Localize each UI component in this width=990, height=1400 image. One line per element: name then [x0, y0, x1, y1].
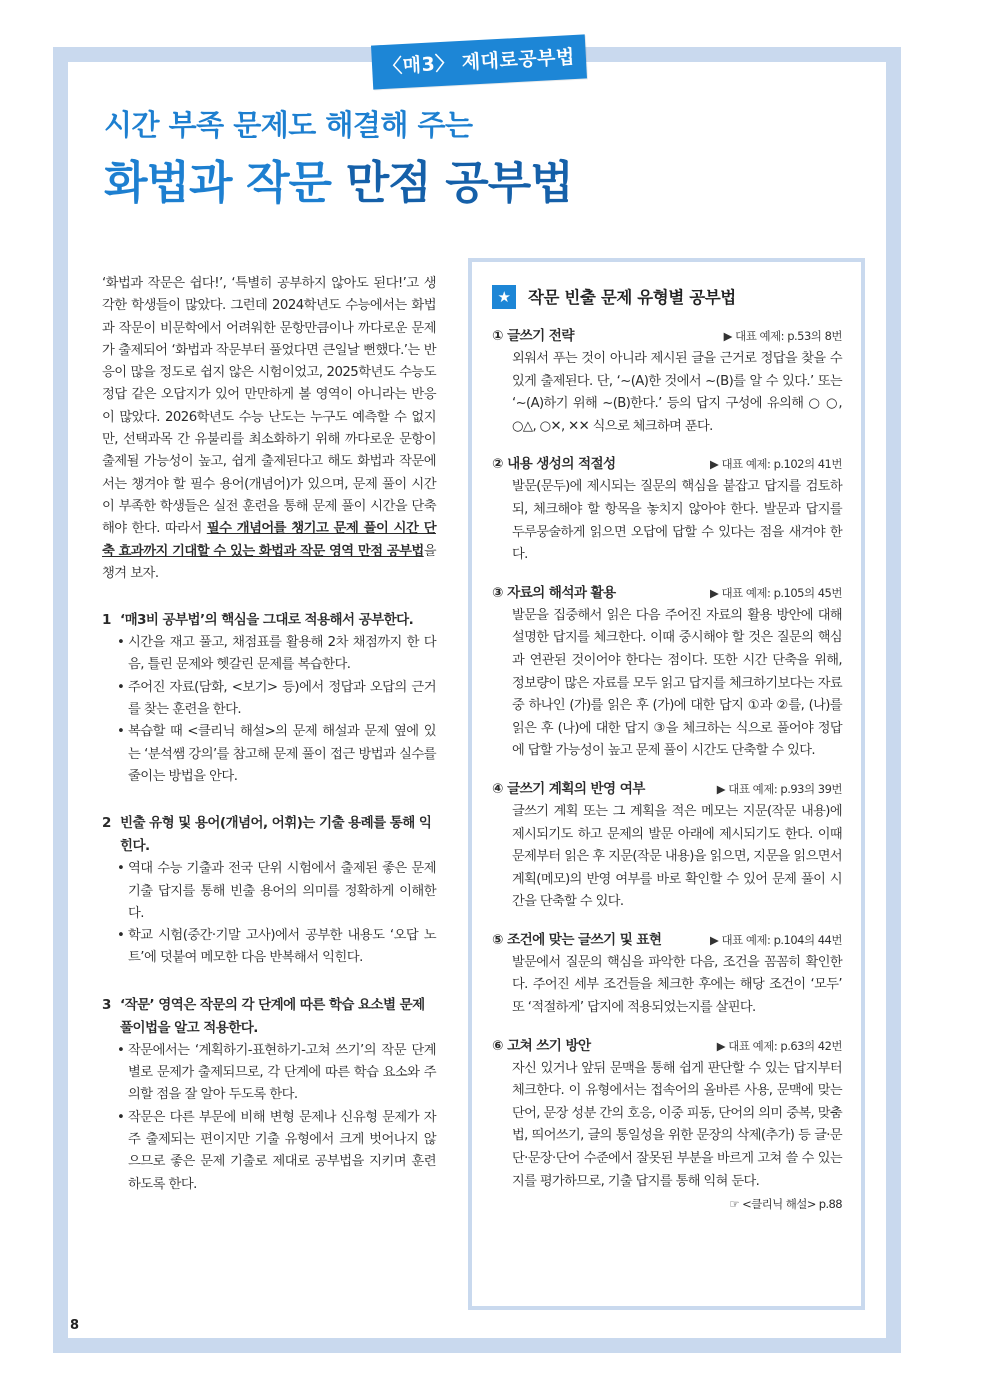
- tip-header: [492, 324, 842, 348]
- tip-example: ▶ 대표 예제: p.102의 41번: [709, 457, 842, 472]
- list-item: • 시간을 재고 풀고, 채점표를 활용해 2차 채점까지 한 다음, 틀린 문제와 헷갈린 문제를 복습한다.: [102, 632, 436, 677]
- tips-box-title: 작문 빈출 문제 유형별 공부법: [528, 288, 736, 307]
- tip-body: 발문을 집중해서 읽은 다음 주어진 자료의 활용 방안에 대해 설명한 답지를 체크한다. 이때 중시해야 할 것은 질문의 핵심과 연관된 것이어야 한다는 점이다. 또한 시간 단축을 위해, 정보량이 많은 자료를 모두 읽고 답지를 체크하기보다는 자료 중 하나인 (가)를 읽은 후 (가)에 대한 답지 ①과 ②를, (나)를 읽은 후 (나)에 대한 답지 ③을 체크하는 식으로 풀어야 정답에 답할 가능성이 높고 문제 풀이 시간도 단축할 수 있다.: [512, 607, 842, 759]
- left-column: [102, 273, 436, 1196]
- tip-header: [492, 581, 842, 605]
- title-line-1: 시간 부족 문제도 해결해 주는: [104, 108, 473, 142]
- tip-item: [492, 581, 842, 763]
- section-number: 1: [102, 612, 111, 629]
- tip-header: [492, 928, 842, 952]
- tip-number: ⑤: [492, 931, 503, 948]
- tip-number: ②: [492, 456, 503, 473]
- page-number: 8: [70, 1318, 80, 1333]
- tip-body: 글쓰기 계획 또는 그 계획을 적은 메모는 지문(작문 내용)에 제시되기도 하고 문제의 발문 아래에 제시되기도 한다. 이때 문제부터 읽은 후 지문(작문 내용)을 읽으면, 지문을 읽으면서 계획(메모)의 반영 여부를 바로 확인할 수 있어 문제 풀이 시간을 단축할 수 있다.: [512, 803, 842, 910]
- tip-example: ▶ 대표 예제: p.53의 8번: [723, 329, 842, 343]
- tip-header: [492, 452, 842, 476]
- tip-body: 외워서 푸는 것이 아니라 제시된 글을 근거로 정답을 찾을 수 있게 출제된다. 단, ‘~(A)한 것에서 ~(B)를 알 수 있다.’ 또는 ‘~(A)하기 위해 ~(B)한다.’ 등의 답지 구성에 유의해 ○ ○, ○△, ○✕, ✕✕ 식으로 체크하며 푼다.: [512, 351, 842, 434]
- section-3: [102, 994, 436, 1196]
- title-line-2: [104, 146, 573, 211]
- tip-number: ④: [492, 780, 503, 797]
- tip-title: [492, 1034, 591, 1058]
- section-heading: [102, 994, 436, 1040]
- tip-title: [492, 324, 574, 348]
- tip-title-text: 글쓰기 계획의 반영 여부: [507, 780, 645, 797]
- tips-box: [468, 258, 865, 1310]
- section-heading-text: ‘작문’ 영역은 작문의 각 단계에 따른 학습 요소별 문제 풀이법을 알고 적용한다.: [120, 996, 425, 1036]
- tip-example: ▶ 대표 예제: p.105의 45번: [709, 585, 842, 600]
- tips-box-heading: [492, 284, 736, 311]
- list-item: • 복습할 때 <클리닉 해설>의 문제 해설과 문제 옆에 있는 ‘분석쌤 강의’를 참고해 문제 풀이 접근 방법과 실수를 줄이는 방법을 안다.: [102, 721, 436, 788]
- tip-title-text: 자료의 해석과 활용: [507, 584, 616, 601]
- section-1: [102, 609, 436, 788]
- tip-title-text: 조건에 맞는 글쓰기 및 표현: [507, 931, 662, 948]
- star-icon: ★: [492, 285, 516, 309]
- clinic-reference: ☞ <클리닉 해설> p.88: [729, 1197, 842, 1212]
- intro-paragraph: [102, 273, 436, 585]
- list-item: • 작문은 다른 부문에 비해 변형 문제나 신유형 문제가 자주 출제되는 편이지만 기출 유형에서 크게 벗어나지 않으므로 좋은 문제 기출로 제대로 공부법을 지키며 훈련하도록 한다.: [102, 1107, 436, 1196]
- tip-number: ⑥: [492, 1037, 503, 1054]
- tip-header: [492, 1034, 842, 1058]
- list-item: • 주어진 자료(담화, <보기> 등)에서 정답과 오답의 근거를 찾는 훈련을 한다.: [102, 677, 436, 722]
- tip-body-text: 자신 있거나 앞뒤 문맥을 통해 쉽게 판단할 수 있는 답지부터 체크한다. 이 유형에서는 접속어의 올바른 사용, 문맥에 맞는 단어, 문장 성분 간의 호응, 이중 피동, 단어의 의미 중복, 맞춤법, 띄어쓰기, 글의 통일성을 위한 문장의 삭제(추가) 등 글·문단·문장·단어 수준에서 잘못된 부분을 바르게 고쳐 쓸 수 있는지를 평가하므로, 기출 답지를 통해 익혀 둔다.: [512, 1060, 842, 1189]
- tip-example: ▶ 대표 예제: p.63의 42번: [716, 1038, 842, 1053]
- tip-number: ③: [492, 584, 503, 601]
- tip-title: [492, 452, 616, 476]
- intro-end: 을 챙겨 보자.: [102, 543, 436, 581]
- tip-title: [492, 777, 645, 801]
- tip-title-text: 글쓰기 전략: [507, 328, 574, 344]
- title-line-2-a: 화법과 작문: [104, 156, 346, 209]
- tip-item: [492, 777, 842, 914]
- section-number: 2: [102, 815, 111, 832]
- tip-item: [492, 928, 842, 1020]
- list-item: • 학교 시험(중간·기말 고사)에서 공부한 내용도 ‘오답 노트’에 덧붙여 메모한 다음 반복해서 익힌다.: [102, 925, 436, 970]
- tip-item: [492, 452, 842, 566]
- section-heading: [102, 609, 436, 632]
- section-heading-text: 빈출 유형 및 용어(개념어, 어휘)는 기출 용례를 통해 익힌다.: [120, 815, 432, 855]
- tip-example: ▶ 대표 예제: p.93의 39번: [716, 781, 842, 796]
- tip-title-text: 고쳐 쓰기 방안: [507, 1037, 591, 1054]
- section-2: [102, 812, 436, 969]
- tips-list: [492, 324, 842, 1216]
- tip-title-text: 내용 생성의 적절성: [507, 456, 616, 473]
- series-tag: 〈매3〉 제대로공부법: [371, 34, 587, 89]
- tip-body: 발문에서 질문의 핵심을 파악한 다음, 조건을 꼼꼼히 확인한다. 주어진 세부 조건들을 체크한 후에는 해당 조건이 ‘모두’ 또 ‘적절하게’ 답지에 적용되었는지를 살핀다.: [512, 954, 842, 1016]
- tip-item: [492, 324, 842, 438]
- tip-body: [492, 1058, 842, 1212]
- section-heading-text: ‘매3비 공부법’의 핵심을 그대로 적용해서 공부한다.: [120, 612, 414, 629]
- intro-underline: 필수 개념어를 챙기고 문제 풀이 시간 단축 효과까지 기대할 수 있는 화법과 작문 영역 만점 공부법: [102, 521, 436, 559]
- tip-example: ▶ 대표 예제: p.104의 44번: [709, 932, 842, 947]
- section-heading: [102, 812, 436, 858]
- list-item: • 작문에서는 ‘계획하기-표현하기-고쳐 쓰기’의 작문 단계별로 문제가 출제되므로, 각 단계에 따른 학습 요소와 주의할 점을 잘 알아 두도록 한다.: [102, 1040, 436, 1107]
- tip-title: [492, 928, 661, 952]
- list-item: • 역대 수능 기출과 전국 단위 시험에서 출제된 좋은 문제 기출 답지를 통해 빈출 용어의 의미를 정확하게 이해한다.: [102, 858, 436, 925]
- tip-header: [492, 777, 842, 801]
- tip-number: ①: [492, 328, 503, 344]
- tip-item: [492, 1034, 842, 1212]
- tip-title: [492, 581, 616, 605]
- intro-plain: ‘화법과 작문은 쉽다!’, ‘특별히 공부하지 않아도 된다!’고 생각한 학생들이 많았다. 그런데 2024학년도 수능에서는 화법과 작문이 비문학에서 어려워한 문항만큼이나 까다로운 문제가 출제되어 ‘화법과 작문부터 풀었다면 큰일날 뻔했다.’는 반응이 많을 정도로 쉽지 않은 시험이었고, 2025학년도 수능도 정답 같은 오답지가 있어 만만하게 볼 영역이 아니라는 반응이 많았다. 2026학년도 수능 난도는 누구도 예측할 수 없지만, 선택과목 간 유불리를 최소화하기 위해 까다로운 문항이 출제될 가능성이 높고, 쉽게 출제된다고 해도 화법과 작문에서는 챙겨야 할 필수 용어(개념어)가 있으며, 문제 풀이 시간이 부족한 학생들은 실전 훈련을 통해 문제 풀이 시간을 단축해야 한다. 따라서: [102, 276, 436, 537]
- title-line-2-b: 만점 공부법: [345, 156, 573, 209]
- section-number: 3: [102, 996, 111, 1013]
- tip-body: 발문(문두)에 제시되는 질문의 핵심을 붙잡고 답지를 검토하되, 체크해야 할 항목을 놓치지 않아야 한다. 발문과 답지를 두루뭉술하게 읽으면 오답에 답할 수 있다는 점을 새겨야 한다.: [512, 479, 842, 563]
